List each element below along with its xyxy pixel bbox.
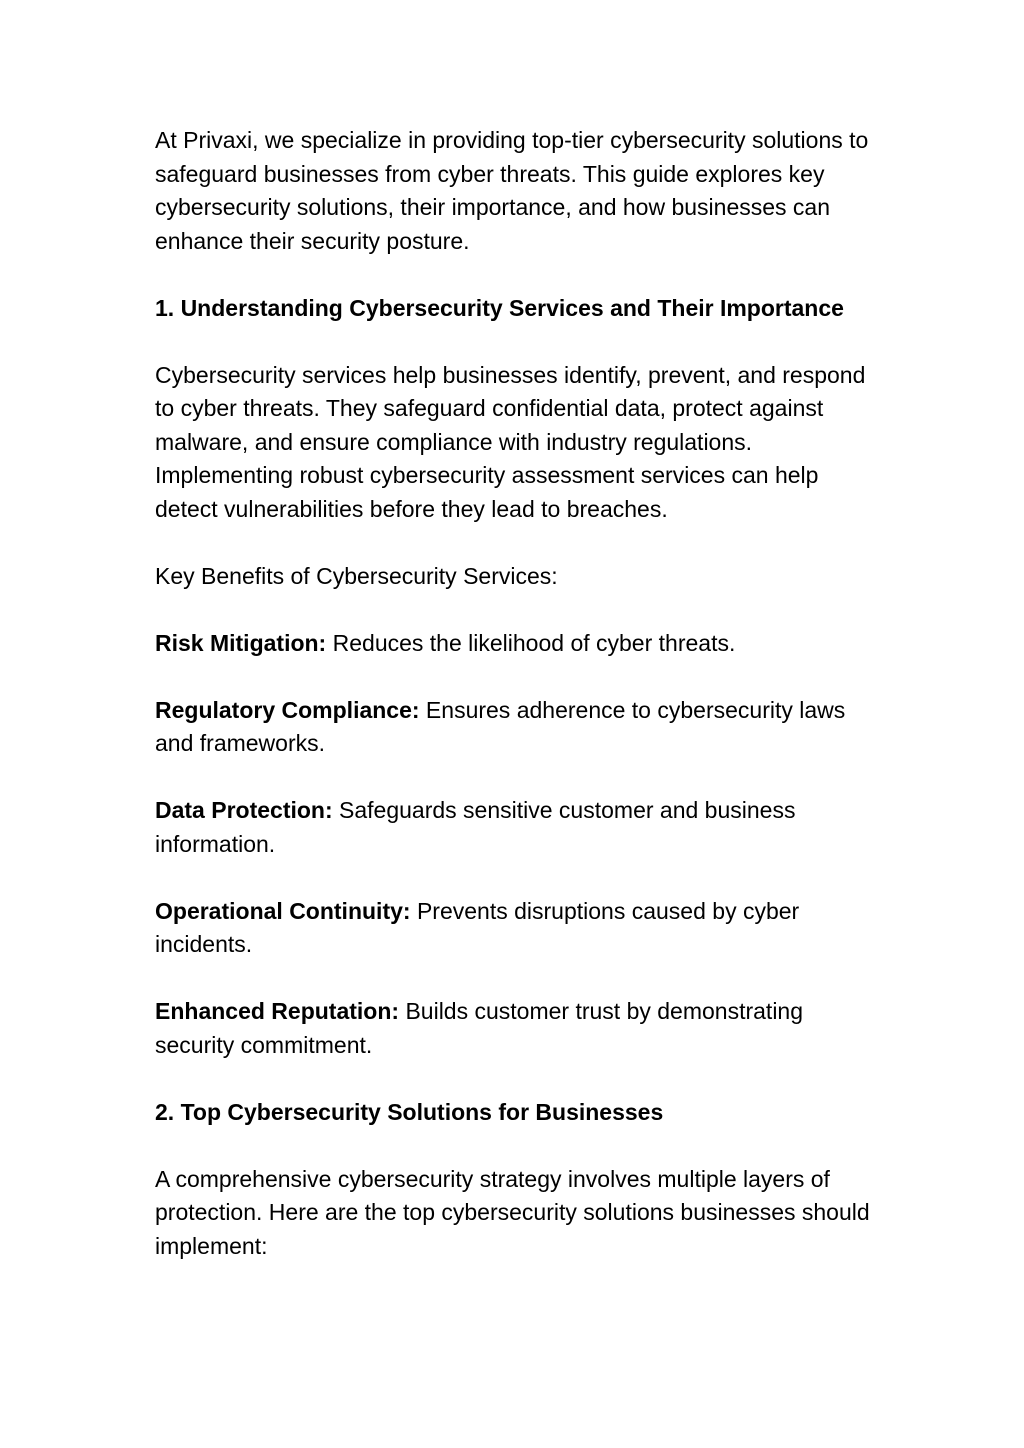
- benefit-term: Data Protection:: [155, 797, 333, 823]
- benefit-text: Prevents disruptions caused by cyber incidents.: [155, 897, 800, 957]
- section-1-heading: 1. Understanding Cybersecurity Services and Their Importance: [155, 294, 844, 321]
- benefit-risk-mitigation: [155, 627, 875, 661]
- benefit-term: Enhanced Reputation:: [155, 998, 400, 1024]
- benefit-data-protection: [155, 794, 875, 861]
- benefit-term: Operational Continuity:: [155, 897, 411, 924]
- benefit-operational-continuity: [155, 895, 875, 962]
- benefit-text: Ensures adherence to cybersecurity laws and frameworks.: [155, 696, 846, 756]
- section-1-body: Cybersecurity services help businesses identify, prevent, and respond to cyber threats. They safeguard confidential data, protect against malware, and ensure compliance with industry regulations. Implementing robust cybersecurity assessment services can help detect vulnerabilities before they lead to breaches.: [155, 361, 866, 522]
- intro-paragraph: At Privaxi, we specialize in providing top-tier cybersecurity solutions to safeguard businesses from cyber threats. This guide explores key cybersecurity solutions, their importance, and how businesses can enhance their security posture.: [155, 127, 869, 254]
- benefit-term: Regulatory Compliance:: [155, 696, 420, 723]
- benefit-enhanced-reputation: [155, 995, 875, 1062]
- section-2-body: A comprehensive cybersecurity strategy involves multiple layers of protection. Here are the top cybersecurity solutions businesses should implement:: [155, 1165, 870, 1259]
- document-page: [155, 124, 875, 1297]
- benefit-regulatory-compliance: [155, 694, 875, 761]
- section-2-heading: 2. Top Cybersecurity Solutions for Businesses: [155, 1098, 664, 1125]
- benefit-text: Safeguards sensitive customer and business information.: [155, 797, 796, 857]
- benefits-intro: Key Benefits of Cybersecurity Services:: [155, 562, 558, 589]
- benefit-term: Risk Mitigation:: [155, 629, 327, 656]
- benefit-text: Reduces the likelihood of cyber threats.: [326, 629, 736, 656]
- benefit-text: Builds customer trust by demonstrating security commitment.: [155, 998, 804, 1058]
